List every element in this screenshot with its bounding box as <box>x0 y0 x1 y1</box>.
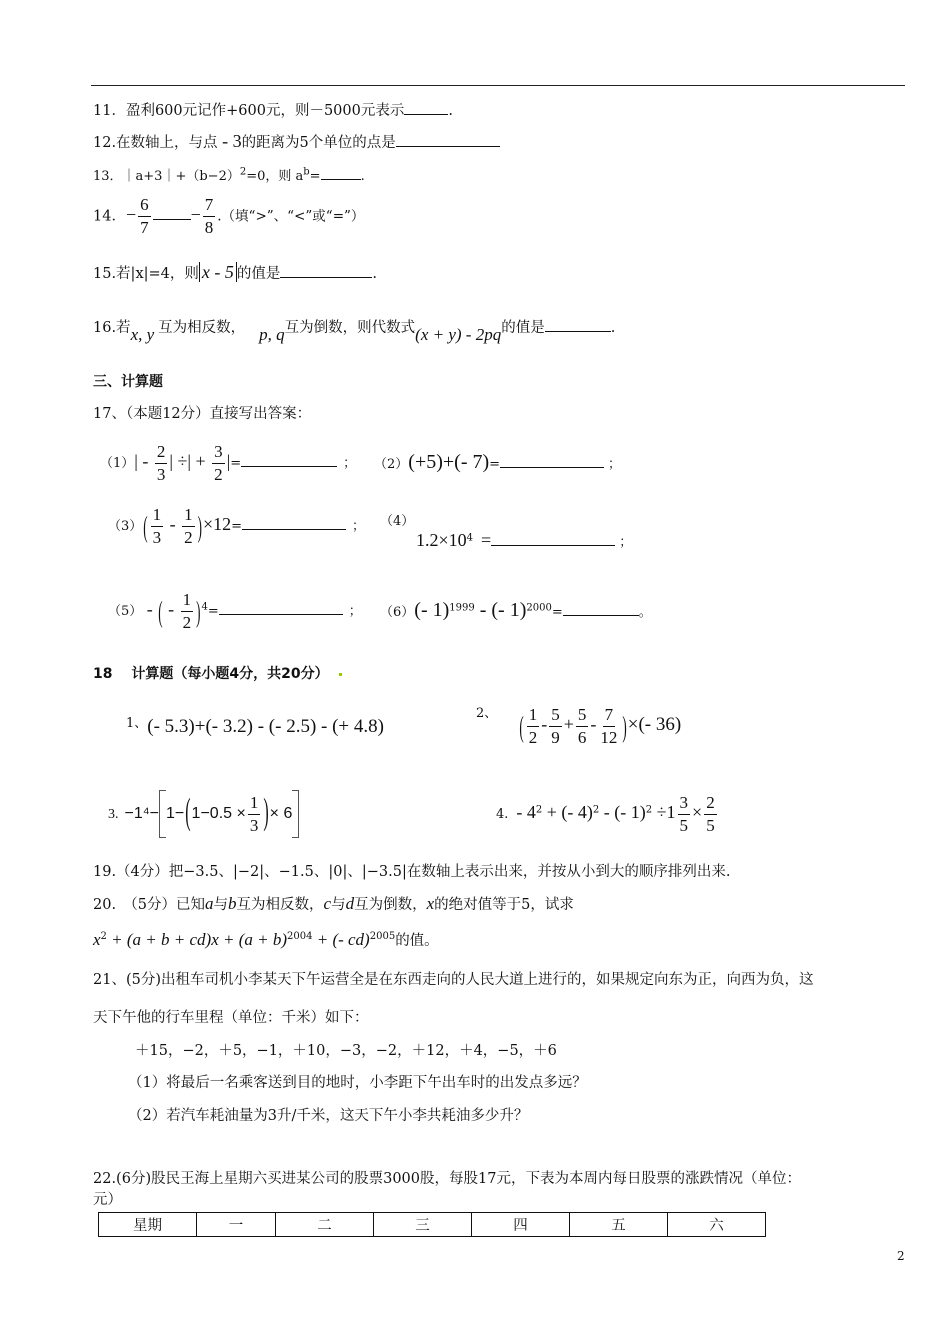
answer-blank[interactable] <box>563 602 639 616</box>
fraction <box>182 506 195 547</box>
stock-table <box>98 1212 766 1237</box>
q16-rest: 的值是 <box>501 320 545 336</box>
q18-p4-a: - 4 <box>516 801 536 822</box>
sup: 2005 <box>369 931 396 943</box>
fraction <box>678 794 691 835</box>
table-header-cell: 四 <box>472 1213 570 1237</box>
sup: 2004 <box>287 931 313 943</box>
answer-blank[interactable] <box>491 532 615 546</box>
denominator: 2 <box>214 464 223 484</box>
part-label: （6） <box>380 605 415 620</box>
question-22-line1: 22.(6分)股民王海上星期六买进某公司的股票3000股，每股17元，下表为本周内每日股票的涨跌情况（单位： <box>93 1171 801 1187</box>
q13-sup2: b <box>303 166 310 178</box>
numerator: 2 <box>704 794 717 815</box>
q21-data: ＋15，−2，＋5，−1，＋10，−3，−2，＋12，＋4，−5，＋6 <box>135 1043 557 1059</box>
q18-part-4 <box>496 794 719 835</box>
q15-expr: x - 5 <box>199 262 237 282</box>
numerator: 1 <box>151 506 164 527</box>
answer-blank[interactable] <box>545 318 611 332</box>
q17-p6-b: - (- 1) <box>474 599 527 621</box>
bracket-left <box>159 790 166 838</box>
question-20 <box>93 894 574 914</box>
q11-text: 11．盈利600元记作+600元，则－5000元表示 <box>93 103 405 119</box>
q18-p2-tail: ×(- 36) <box>627 713 682 735</box>
sup: 2 <box>592 804 600 816</box>
answer-blank[interactable] <box>153 206 191 220</box>
q18-p4-b: + (- 4) <box>542 801 593 822</box>
fraction <box>576 706 589 747</box>
denominator: 5 <box>679 815 689 835</box>
q17-part-2: （2）(+5)+(- 7)= ； <box>374 451 622 473</box>
fraction <box>203 196 216 237</box>
sup: 2 <box>645 804 653 816</box>
q12-text: 12.在数轴上，与点 <box>93 135 218 151</box>
header-rule <box>91 85 905 86</box>
numerator: 2 <box>155 443 168 464</box>
q21-sub2: （2）若汽车耗油量为3升/千米，这天下午小李共耗油多少升？ <box>128 1108 529 1124</box>
answer-blank[interactable] <box>241 453 337 467</box>
fraction <box>181 591 194 632</box>
denominator: 3 <box>249 815 259 835</box>
q18-p3-c: 1−0.5 × <box>191 805 246 823</box>
q15-end: . <box>372 266 377 282</box>
question-13 <box>93 166 365 185</box>
denominator: 3 <box>156 464 166 484</box>
q20-t5: 的绝对值等于5，试求 <box>434 897 574 913</box>
q17-part-5: （5） - ( - $\frac{1}{2}$ )$^4$= ； <box>108 590 362 632</box>
answer-blank[interactable] <box>404 101 448 115</box>
operator: - <box>590 713 597 734</box>
denominator: 8 <box>204 217 214 237</box>
q20-end: 的值。 <box>395 933 439 949</box>
numerator: 3 <box>212 443 225 464</box>
q17-p6-a: (- 1) <box>414 599 450 621</box>
q17-p6-asup: 1999 <box>449 602 475 614</box>
q17-part-6: （6）(- 1)$^{1999}$ - (- 1)$^{2000}$= 。 <box>380 599 652 621</box>
question-15 <box>93 262 377 284</box>
q20-t4: 互为倒数， <box>354 897 427 913</box>
numerator: 1 <box>181 591 194 612</box>
q16-t2: 互为相反数， <box>158 320 246 336</box>
q14-label: 14． <box>93 208 126 225</box>
q17-p6-bsup: 2000 <box>526 602 552 614</box>
q17-part-1: （1）| - $\frac{2}{3}$ | ÷| + $\frac{3}{2}$ |= ； <box>100 442 357 484</box>
var-b: b <box>228 894 237 913</box>
answer-blank[interactable] <box>242 516 346 530</box>
q16-t3: 互为倒数，则代数式 <box>284 320 416 336</box>
var-d: d <box>345 894 355 913</box>
fraction <box>549 706 562 747</box>
stray-mark <box>339 673 342 676</box>
numerator: 6 <box>138 196 151 217</box>
numerator: 1 <box>527 706 540 727</box>
separator: ； <box>352 518 366 534</box>
table-header-cell: 三 <box>374 1213 472 1237</box>
var-x: x <box>426 894 435 913</box>
page-number: 2 <box>897 1249 905 1263</box>
numerator: 3 <box>678 794 691 815</box>
fraction <box>138 196 151 237</box>
part-label: （1） <box>100 455 135 471</box>
numerator: 7 <box>603 706 616 727</box>
q20-t1: 与 <box>213 897 229 913</box>
q14-rest: .（填“>”、“<”或“=”） <box>217 208 365 225</box>
question-11 <box>93 101 453 120</box>
table-row <box>99 1213 766 1237</box>
q18-p4-c: - (- 1) <box>599 801 646 822</box>
table-header-cell: 二 <box>276 1213 374 1237</box>
numerator: 5 <box>576 706 589 727</box>
q17-p6-end: 。 <box>638 605 652 620</box>
table-header-cell: 六 <box>668 1213 766 1237</box>
q20-t2: 互为相反数， <box>236 897 324 913</box>
part-label: （5） <box>108 603 143 619</box>
q18-part-2: 2、 ( $\frac{1}{2}$ - $\frac{5}{9}$ + $\frac{5}{6}$ - $\frac{7}{12}$ )×(- 36) <box>476 705 682 747</box>
fraction <box>248 794 261 835</box>
numerator: 5 <box>549 706 562 727</box>
q12-num: 3 <box>232 131 242 151</box>
section-title: 三、计算题 <box>93 374 163 390</box>
sup: 2 <box>535 804 543 816</box>
q12-rest: 的距离为5个单位的点是 <box>241 135 396 151</box>
q17-p4-sup: 4 <box>466 532 474 544</box>
q16-text: 16.若 <box>93 320 131 336</box>
question-18-head <box>93 666 343 683</box>
separator: ； <box>608 457 622 472</box>
q16-expr: (x + y) - 2pq <box>415 325 502 344</box>
sup: 2 <box>100 931 107 943</box>
q17-p5-sup: 4 <box>201 601 208 613</box>
q18-p3-tail: × 6 <box>269 805 293 823</box>
fraction <box>704 794 717 835</box>
fraction <box>212 443 225 484</box>
denominator: 5 <box>706 815 715 835</box>
q13-sup: 2 <box>239 166 247 178</box>
operator: + <box>563 713 574 734</box>
q13-rest: =0，则 a <box>246 169 304 184</box>
fraction <box>155 443 168 484</box>
denominator: 2 <box>184 527 193 547</box>
question-16 <box>93 317 616 344</box>
separator: ； <box>343 455 357 471</box>
q18-head-text: 18 计算题（每小题4分，共20分） <box>93 666 329 682</box>
answer-blank[interactable] <box>280 264 372 278</box>
table-header-cell: 五 <box>570 1213 668 1237</box>
denominator: 2 <box>182 612 192 632</box>
q18-part-1 <box>126 716 384 739</box>
question-22-line2: 元） <box>93 1192 122 1208</box>
part-label: 3. <box>108 807 119 823</box>
q15-text: 15.若|x|=4，则 <box>93 266 199 282</box>
denominator: 6 <box>577 727 587 747</box>
q17-part-4 <box>380 514 632 551</box>
q17-p2-expr: (+5)+(- 7) <box>408 451 490 473</box>
part-label: 2、 <box>476 706 498 721</box>
q17-p4-eq: = <box>481 529 492 550</box>
table-header-cell: 星期 <box>99 1213 197 1237</box>
operator: - <box>541 713 548 734</box>
question-17-head: 17、（本题12分）直接写出答案： <box>93 406 312 422</box>
q20-expr2: + (a + b + cd)x + (a + b) <box>106 930 288 949</box>
fraction <box>527 706 540 747</box>
question-20-expr <box>93 930 439 950</box>
q20-label: 20. （5分）已知 <box>93 897 206 913</box>
separator: ； <box>619 534 633 550</box>
denominator: 12 <box>600 727 618 747</box>
q20-expr1: x <box>93 930 101 949</box>
q20-t3: 与 <box>331 897 346 913</box>
q18-p3-a: −1⁴− <box>124 805 159 823</box>
answer-blank[interactable] <box>219 601 343 615</box>
question-21-line1: 21、(5分)出租车司机小李某天下午运营全是在东西走向的人民大道上进行的，如果规定向东为正，向西为负，这 <box>93 972 814 988</box>
fraction <box>598 706 619 747</box>
question-12: 12.在数轴上，与点 - 3的距离为5个单位的点是 <box>93 131 500 153</box>
numerator: 1 <box>182 506 195 527</box>
q16-var2: p, q <box>259 325 285 344</box>
q13-end: = <box>309 169 321 184</box>
q21-sub1: （1）将最后一名乘客送到目的地时，小李距下午出车时的出发点多远？ <box>128 1075 587 1091</box>
q15-rest: 的值是 <box>236 266 281 282</box>
bracket-right <box>292 790 299 838</box>
q17-p4-expr: 1.2×10 <box>416 529 467 550</box>
denominator: 7 <box>140 217 149 237</box>
q20-expr3: + (- cd) <box>312 930 370 949</box>
q18-p1-expr: (- 5.3)+(- 3.2) - (- 2.5) - (+ 4.8) <box>147 716 384 737</box>
separator: ； <box>348 603 362 619</box>
denominator: 2 <box>528 727 538 747</box>
var-c: c <box>323 894 332 913</box>
answer-blank[interactable] <box>500 454 604 468</box>
numerator: 1 <box>248 794 261 815</box>
part-label: （2） <box>374 457 409 472</box>
answer-blank[interactable] <box>396 133 500 147</box>
q16-end: . <box>610 320 616 336</box>
fraction <box>151 506 164 547</box>
table-header-cell: 一 <box>197 1213 276 1237</box>
part-label: （3） <box>108 518 143 534</box>
numerator: 7 <box>203 196 216 217</box>
q18-part-3: 3. −1⁴− 1−(1−0.5 × $\frac{1}{3}$ )× 6 <box>108 790 299 838</box>
q18-p3-b: 1− <box>165 805 185 823</box>
q17-part-3: （3）( $\frac{1}{3}$ - $\frac{1}{2}$ )×12= ； <box>108 505 366 547</box>
question-14: 14．− $\frac{6}{7}$ − $\frac{7}{8}$ .（填“>”、“<”或“=”） <box>93 195 365 237</box>
q13-text: 13．｜a+3｜+（b−2） <box>93 169 240 184</box>
answer-blank[interactable] <box>321 166 361 180</box>
var-a: a <box>205 894 214 913</box>
part-label: （4） <box>380 514 415 529</box>
q17-p3-tail: ×12 <box>202 513 232 534</box>
q18-p4-e: × <box>692 801 703 822</box>
q13-dot: . <box>360 169 365 184</box>
question-19: 19.（4分）把−3.5、|−2|、−1.5、|0|、|−3.5|在数轴上表示出来，并按从小到大的顺序排列出来. <box>93 864 731 880</box>
part-label: 4. <box>496 806 509 822</box>
q18-p4-d: ÷1 <box>652 801 676 822</box>
denominator: 9 <box>551 727 560 747</box>
denominator: 3 <box>152 527 162 547</box>
question-21-line2: 天下午他的行车里程（单位：千米）如下： <box>93 1010 369 1026</box>
part-label: 1、 <box>126 716 148 731</box>
q16-var1: x, y <box>130 325 155 344</box>
q11-end: . <box>448 103 453 119</box>
